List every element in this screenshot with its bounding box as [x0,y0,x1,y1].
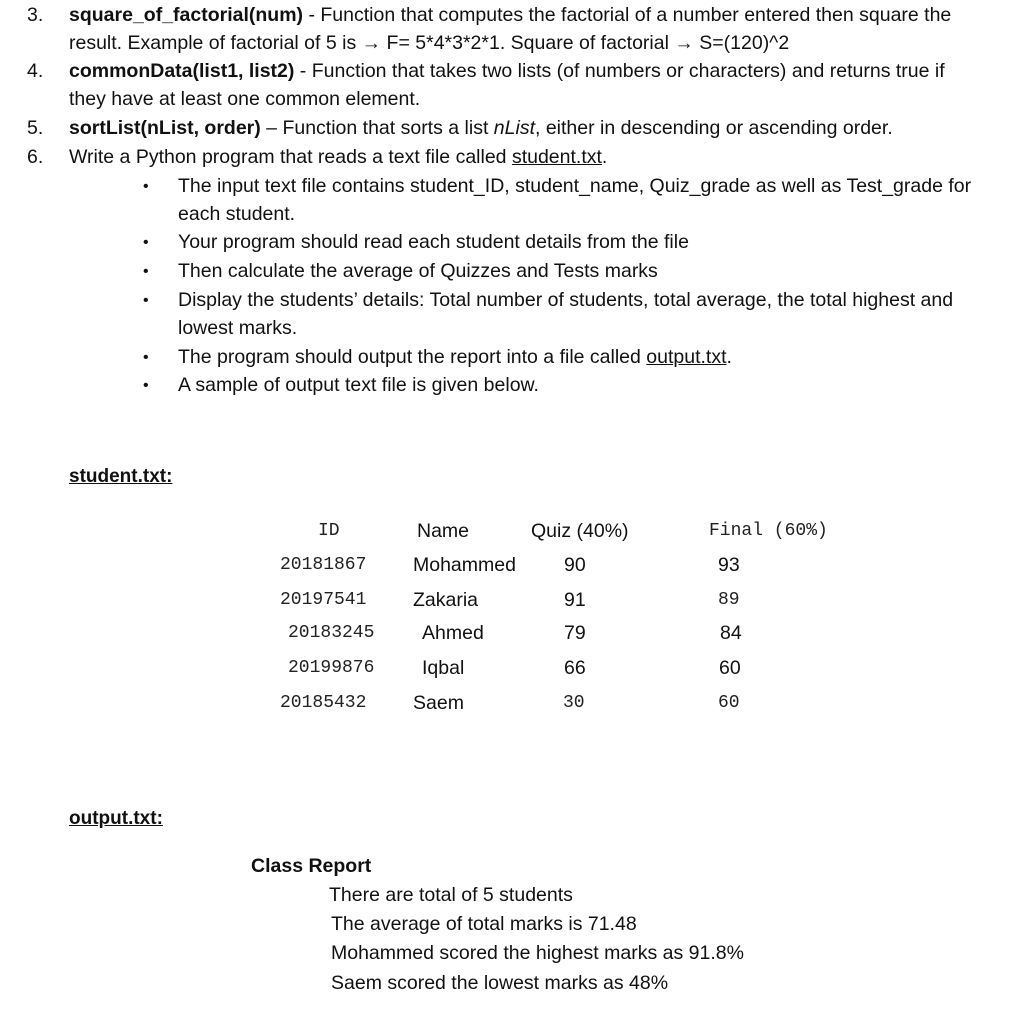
cell-name: Saem [413,692,464,714]
bullet-text: The input text file contains student_ID, student_name, Quiz_grade as well as Test_grade for [178,175,972,197]
filename: output.txt [646,346,727,368]
student-file-label: student.txt: [69,466,173,487]
cell-quiz: 91 [564,589,586,611]
header-quiz: Quiz (40%) [531,520,629,542]
task-line [69,146,607,169]
bullet-icon: • [143,178,149,195]
header-final: Final (60%) [709,521,828,541]
cell-name: Iqbal [422,657,465,679]
report-line: The average of total marks is 71.48 [331,913,637,935]
bullet-icon: • [143,377,149,394]
bullet-lead: The program should output the report into a file called [178,346,647,368]
cell-id: 20199876 [288,658,375,678]
cell-name: Zakaria [413,589,479,611]
bullet-text: each student. [178,203,296,225]
task-number: 6. [27,146,44,168]
bullet-icon: • [143,292,149,309]
param-name: nList [493,117,535,139]
cell-final: 60 [718,693,740,713]
cell-final: 89 [718,590,740,610]
report-line: Saem scored the lowest marks as 48% [331,972,669,994]
bullet-text: lowest marks. [178,317,298,339]
cell-id: 20197541 [280,590,367,610]
bullet-text: Then calculate the average of Quizzes and Tests marks [178,260,658,282]
task-line [69,60,945,83]
bullet-text: Your program should read each student details from the file [178,231,689,253]
cell-final: 60 [719,657,741,679]
task-description: – Function that sorts a list [260,117,494,139]
report-line: There are total of 5 students [329,884,573,906]
report-line: Mohammed scored the highest marks as 91.8% [331,942,744,964]
cell-final: 93 [718,554,740,576]
task-number: 5. [27,117,44,139]
task-number: 4. [27,60,44,82]
function-name: sortList(nList, order) [69,117,261,139]
task-description-tail: , either in descending or ascending order. [535,117,893,139]
function-name: square_of_factorial(num) [69,4,304,26]
task-continuation: result. Example of factorial of 5 is → F= 5*4*3*2*1. Square of factorial → S=(120)^2 [69,32,790,54]
bullet-icon: • [143,263,149,280]
output-file-label: output.txt: [69,808,163,829]
punctuation: . [601,146,608,168]
bullet-icon: • [143,234,149,251]
punctuation: . [726,346,732,368]
cell-quiz: 79 [564,622,586,644]
header-id: ID [318,521,340,541]
cell-final: 84 [720,622,742,644]
cell-id: 20185432 [280,693,367,713]
cell-quiz: 30 [563,693,585,713]
bullet-text: A sample of output text file is given below. [178,374,539,396]
task-number: 3. [27,4,44,26]
cell-quiz: 66 [564,657,586,679]
cell-id: 20181867 [280,555,367,575]
task-line [69,4,951,27]
task-continuation: they have at least one common element. [69,88,421,110]
report-title: Class Report [251,855,372,877]
function-name: commonData(list1, list2) [69,60,295,82]
cell-quiz: 90 [564,554,586,576]
header-name: Name [417,520,470,542]
bullet-icon: • [143,349,149,366]
task-line [69,117,893,140]
filename: student.txt [511,146,602,168]
cell-name: Ahmed [422,622,484,644]
bullet-text [178,346,732,369]
cell-id: 20183245 [288,623,375,643]
task-description: - Function that takes two lists (of numbers or characters) and returns true if [294,60,945,82]
cell-name: Mohammed [413,554,516,576]
task-description: Write a Python program that reads a text file called [69,146,512,168]
bullet-text: Display the students’ details: Total number of students, total average, the total highest and [178,289,954,311]
task-description: - Function that computes the factorial of a number entered then square the [303,4,952,26]
